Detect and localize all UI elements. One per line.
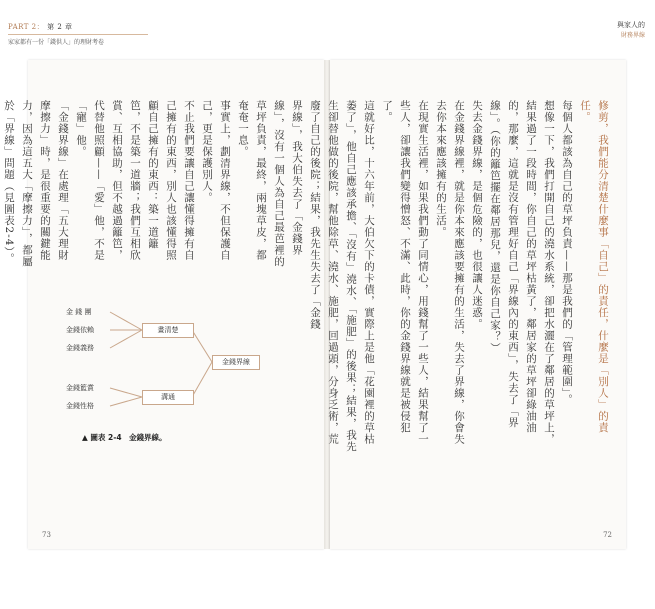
- page-number-left: 73: [42, 531, 51, 539]
- diagram-box-communicate: 溝通: [142, 390, 194, 405]
- header-right-line1: 與家人的: [617, 21, 645, 29]
- left-paragraph: 不止我們要讓自己讓懂得擁有自己擁有的東西，別人也該懂得照顧自己擁有的東西：築一道籬笆，不是築一道牆；我們互相欣賞、互相協助，但不越過籬笆，代替他照顧——「愛」他，不是「寵」他。: [75, 100, 195, 261]
- connector-line: [110, 397, 142, 406]
- chapter-subtitle: 家家都有一份「錢供人」的理財考卷: [8, 39, 105, 46]
- right-paragraph: 在金錢界線裡，就是你本來應該要擁有的生活，失去了界線，你會失去你本來應該擁有的生活。: [435, 100, 465, 445]
- left-paragraph: 界線」，我大伯失去了「金錢界線」，沒有一個人為自己最芭裡的草坪負責，最終，兩塊草皮，都奄奄一息。: [237, 100, 303, 268]
- left-page-text: [0, 100, 306, 270]
- diagram-item: 金 錢 團: [66, 308, 92, 316]
- connector-line: [110, 388, 142, 397]
- left-paragraph: 事實上，劃清界線，不但保護自己，更是保護別人。: [201, 100, 231, 261]
- boundary-diagram: [60, 302, 260, 422]
- chapter-number: 第 2 章: [47, 23, 73, 31]
- diagram-item: 金錢依賴: [66, 326, 94, 334]
- connector-line: [110, 330, 142, 348]
- diagram-box-boundary: 金錢界線: [212, 355, 260, 370]
- connector-line: [192, 362, 212, 397]
- highlighted-sentence: 修剪，我們能分清楚什麼事「自己」的責任，什麼是「別人」的責任。: [579, 100, 609, 434]
- running-header-right: [617, 20, 645, 39]
- diagram-item: 金錢義務: [66, 344, 94, 352]
- connector-line: [192, 330, 212, 362]
- right-paragraph: 想像一下，我們打開自己的澆水系統，卻把水灑在了鄰居的草坪上，結果過了一段時間，你自己的草坪枯黃了，鄰居家的草坪卻綠油油的，那麼，這就是沒有管理好自己「界線內的東西」，失去了「界線」。（你的籬笆擺在鄰居那兒，還是你自己家？）: [489, 100, 555, 445]
- part-label: [8, 22, 148, 32]
- right-page-text: [306, 100, 612, 455]
- figure-caption: ▲ 圖表 2-4 金錢界線。: [82, 433, 167, 442]
- header-rule: [8, 34, 148, 35]
- right-page: [309, 60, 626, 549]
- right-paragraph: 在現實生活裡，如果我們動了同情心，用錢幫了一些人，結果幫了一些人，卻讓我們變得憎怒、不滿、此時，你的金錢界線就是被侵犯了。: [381, 100, 429, 445]
- diagram-item: 金錢性格: [66, 402, 94, 410]
- connector-line: [110, 312, 142, 330]
- part-number: PART 2：: [8, 23, 45, 31]
- diagram-box-define: 畫清楚: [142, 323, 194, 338]
- page-number-right: 72: [603, 531, 612, 539]
- running-header-left: [8, 22, 148, 46]
- right-paragraph: 每個人都該為自己的草坪負責——那是我們的「管理範圍」。: [561, 100, 573, 406]
- header-right-line2: 財務界線: [620, 32, 645, 39]
- diagram-item: 金錢籃賞: [66, 384, 94, 392]
- right-paragraph: 這就好比，十六年前，大伯欠下的卡債，實際上是他「花園裡的草枯萎了」，他自己應該承擔、「沒有」澆水、「施肥」的後果；結果，我先生卻替他做的後院，幫他除草、澆水、施肥，回過頭，分身乏術，荒廢了自己的後院；結果，我先生失去了「金錢: [309, 100, 375, 453]
- left-paragraph: 「金錢界線」在處理「五大理財摩擦力」時，是很重要的關鍵能力，因為這五大「摩擦力」，都屬於「界線」問題（見圖表2-4）。: [3, 100, 69, 268]
- right-paragraph: 失去金錢界線，是個危險的，也很讓人迷惑。: [471, 100, 483, 330]
